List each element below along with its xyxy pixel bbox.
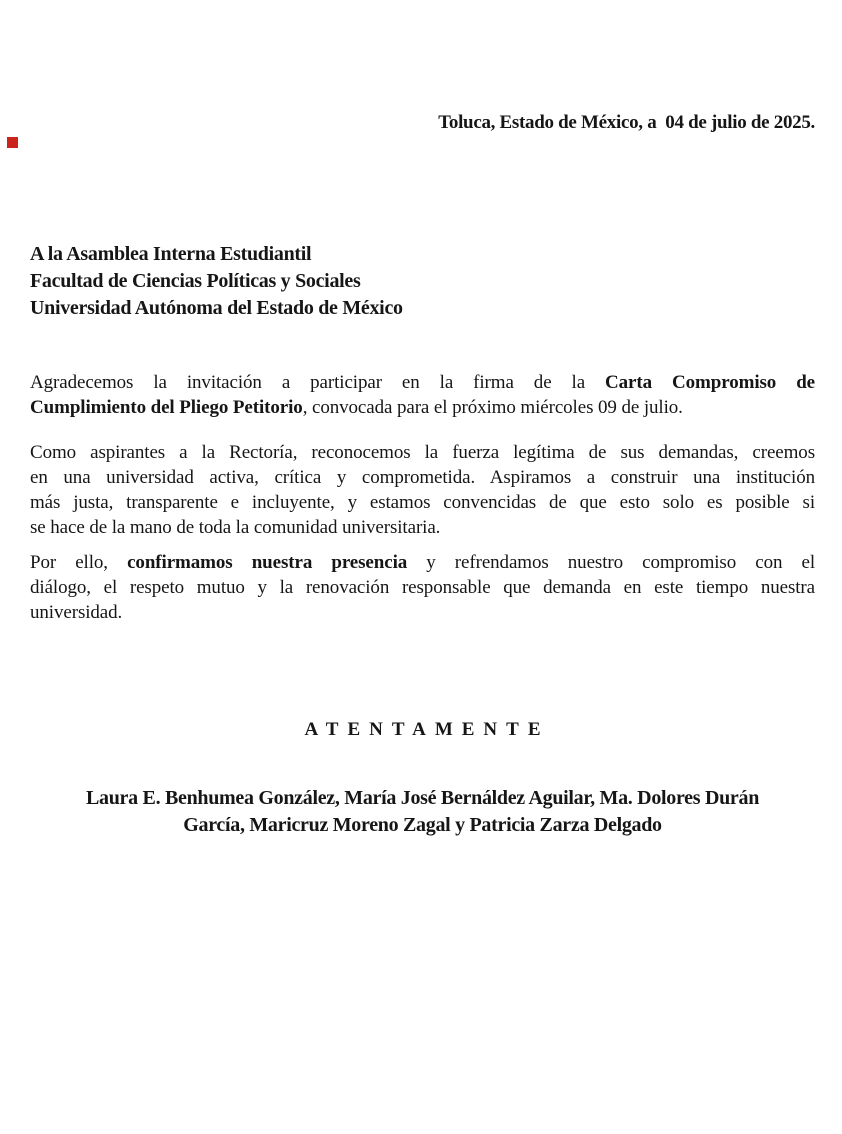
paragraph-line [30, 550, 815, 575]
body-text: y refrendamos nuestro compromiso con el [407, 552, 816, 573]
paragraph-line [30, 370, 815, 395]
recipient-line: Facultad de Ciencias Políticas y Sociales [30, 270, 361, 292]
recipient-block [30, 241, 815, 322]
paragraph-line [30, 440, 815, 465]
paragraphs [30, 370, 815, 625]
closing-salutation: ATENTAMENTE [304, 719, 550, 740]
recipient-line: Universidad Autónoma del Estado de México [30, 297, 403, 319]
signatories-block [30, 785, 815, 839]
body-text: Por ello, [30, 552, 128, 573]
emphasis-text: Carta Compromiso de [605, 372, 816, 393]
body-text: se hace de la mano de toda la comunidad universitaria. [30, 517, 441, 538]
body-text: universidad. [30, 602, 123, 623]
recipient-line: A la Asamblea Interna Estudiantil [30, 243, 312, 265]
body-text: Como aspirantes a la Rectoría, reconocemos la fuerza legítima de sus demandas, creemos [30, 442, 815, 463]
body-text: en una universidad activa, crítica y comprometida. Aspiramos a construir una institución [30, 467, 815, 488]
signatories-line: García, Maricruz Moreno Zagal y Patricia Zarza Delgado [183, 814, 662, 836]
emphasis-text: confirmamos nuestra presencia [127, 552, 408, 573]
body-text: diálogo, el respeto mutuo y la renovación responsable que demanda en este tiempo nuestra [30, 577, 815, 598]
paragraph-line [30, 490, 815, 515]
paragraph-3 [30, 550, 815, 625]
paragraph-line [30, 465, 815, 490]
paragraph-line [30, 575, 815, 600]
paragraph-line [30, 515, 815, 540]
paragraph-line [30, 600, 815, 625]
letter-page [0, 110, 842, 1134]
dateline: Toluca, Estado de México, a 04 de julio de 2025. [438, 112, 815, 133]
paragraph-1 [30, 370, 815, 420]
paragraph-line [30, 395, 815, 420]
body-text: Agradecemos la invitación a participar en la firma de la [30, 372, 606, 393]
letter-content [0, 110, 842, 839]
signatories-line: Laura E. Benhumea González, María José Bernáldez Aguilar, Ma. Dolores Durán [85, 787, 760, 809]
red-square-marker [7, 137, 18, 148]
body-text: , convocada para el próximo miércoles 09 de julio. [302, 397, 683, 418]
paragraph-2 [30, 440, 815, 540]
body-text: más justa, transparente e incluyente, y estamos convencidas de que esto solo es posible si [30, 492, 815, 513]
emphasis-text: Cumplimiento del Pliego Petitorio [30, 397, 303, 418]
